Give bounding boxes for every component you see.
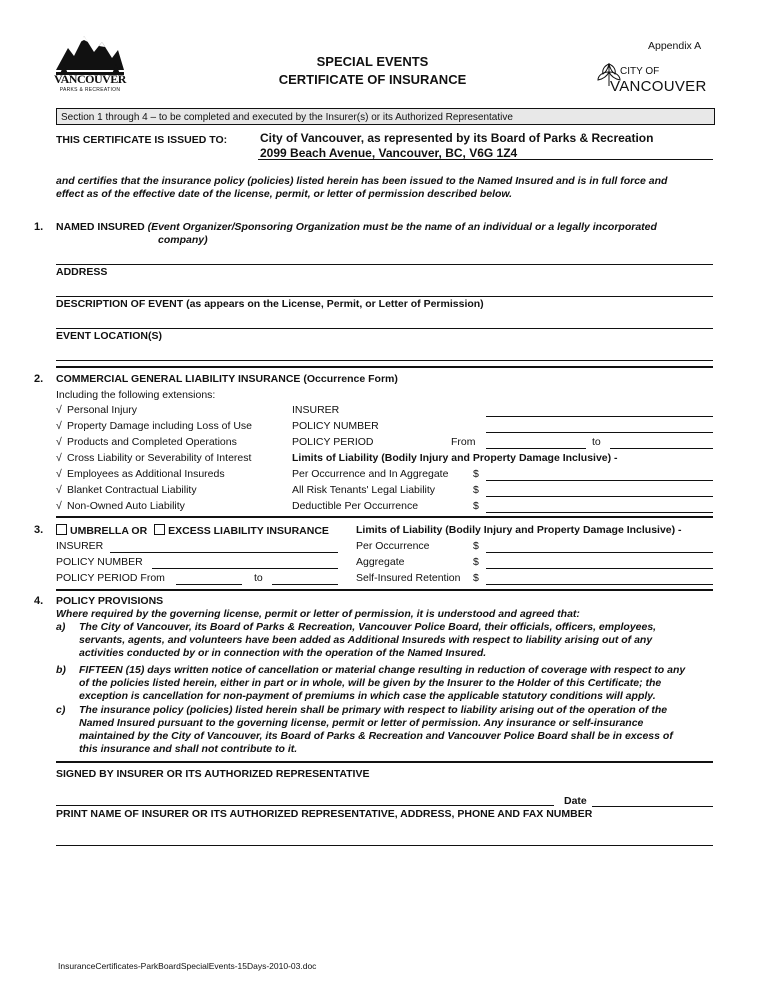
extension-item xyxy=(56,484,197,496)
section-4-number: 4. xyxy=(34,595,44,607)
cgl-to-label: to xyxy=(592,436,601,448)
named-insured-field[interactable] xyxy=(56,264,713,265)
print-name-label: PRINT NAME OF INSURER OR ITS AUTHORIZED REPRESENTATIVE, ADDRESS, PHONE AND FAX NUMBER xyxy=(56,808,593,820)
section-2-number: 2. xyxy=(34,373,44,385)
extension-label: Blanket Contractual Liability xyxy=(67,484,197,496)
policy-provisions-title: POLICY PROVISIONS xyxy=(56,595,164,607)
appendix-label: Appendix A xyxy=(648,40,702,52)
umbrella-per-occurrence-dollar: $ xyxy=(473,540,479,552)
umbrella-row xyxy=(56,524,329,537)
cgl-per-occurrence-label: Per Occurrence and In Aggregate xyxy=(292,468,449,480)
park-board-logo xyxy=(54,30,126,98)
provision-line: maintained by the City of Vancouver, its Board of Parks & Recreation and Vancouver Police Board shall be in excess of xyxy=(79,730,673,742)
cgl-limits-label: Limits of Liability (Bodily Injury and Property Damage Inclusive) - xyxy=(292,452,618,464)
cgl-tenants-dollar: $ xyxy=(473,484,479,496)
provision-line: activities conducted by or in connection with the operation of the Named Insured. xyxy=(79,647,487,659)
event-location-label: EVENT LOCATION(S) xyxy=(56,330,162,342)
policy-provisions-intro: Where required by the governing license, permit or letter of permission, it is understood and agreed that: xyxy=(56,608,580,620)
description-label: DESCRIPTION OF EVENT (as appears on the License, Permit, or Letter of Permission) xyxy=(56,298,484,310)
checkmark-icon: √ xyxy=(56,404,62,416)
issued-to-underline xyxy=(258,159,713,160)
park-board-logo-text: VANCOUVER xyxy=(54,72,126,86)
umbrella-label: UMBRELLA OR xyxy=(70,525,148,537)
cgl-tenants-label: All Risk Tenants' Legal Liability xyxy=(292,484,436,496)
section-divider-2 xyxy=(56,366,713,368)
section-divider-4 xyxy=(56,589,713,591)
umbrella-aggregate-dollar: $ xyxy=(473,556,479,568)
city-logo-small-text: CITY OF xyxy=(620,66,660,77)
cgl-tenants-field[interactable] xyxy=(486,496,713,497)
umbrella-aggregate-field[interactable] xyxy=(486,568,713,569)
excess-checkbox[interactable] xyxy=(154,524,165,535)
provision-line: The City of Vancouver, its Board of Parks & Recreation, Vancouver Police Board, their officials, officers, employees, xyxy=(79,621,657,633)
extension-label: Cross Liability or Severability of Interest xyxy=(67,452,252,464)
description-field[interactable] xyxy=(56,328,713,329)
umbrella-self-insured-label: Self-Insured Retention xyxy=(356,572,461,584)
checkmark-icon: √ xyxy=(56,500,62,512)
provision-line: Named Insured pursuant to the governing license, permit or letter of permission. Any insurance or self-insurance xyxy=(79,717,644,729)
cgl-policy-number-field[interactable] xyxy=(486,432,713,433)
section-1-number: 1. xyxy=(34,221,44,233)
extension-item xyxy=(56,404,137,416)
provision-line: of the policies listed herein, either in part or in whole, will be given by the Insurer to the Holder of this Certificate; the xyxy=(79,677,662,689)
footer-filename: InsuranceCertificates-ParkBoardSpecialEvents-15Days-2010-03.doc xyxy=(58,961,317,971)
certifies-line-2: effect as of the effective date of the license, permit, or letter of permission described below. xyxy=(56,188,513,200)
event-location-field[interactable] xyxy=(56,360,713,361)
named-insured-label: NAMED INSURED xyxy=(56,221,145,233)
cgl-per-occurrence-dollar: $ xyxy=(473,468,479,480)
umbrella-aggregate-label: Aggregate xyxy=(356,556,405,568)
provision-line: FIFTEEN (15) days written notice of cancellation or material change resulting in reduction of coverage with respect to any xyxy=(79,664,686,676)
extension-item xyxy=(56,420,252,432)
umbrella-checkbox[interactable] xyxy=(56,524,67,535)
extension-label: Property Damage including Loss of Use xyxy=(67,420,253,432)
cgl-title: COMMERCIAL GENERAL LIABILITY INSURANCE (Occurrence Form) xyxy=(56,373,398,385)
cgl-insurer-field[interactable] xyxy=(486,416,713,417)
issued-to-line-2: 2099 Beach Avenue, Vancouver, BC, V6G 1Z4 xyxy=(260,146,518,160)
cgl-deductible-label: Deductible Per Occurrence xyxy=(292,500,419,512)
cgl-policy-number-label: POLICY NUMBER xyxy=(292,420,379,432)
section-divider-3 xyxy=(56,516,713,518)
extension-item xyxy=(56,452,251,464)
cgl-from-field[interactable] xyxy=(486,448,586,449)
umbrella-policy-number-label: POLICY NUMBER xyxy=(56,556,143,568)
umbrella-to-field[interactable] xyxy=(272,584,338,585)
print-name-field[interactable] xyxy=(56,845,713,846)
named-insured-note: (Event Organizer/Sponsoring Organization must be the name of an individual or a legally incorporated xyxy=(147,221,657,233)
umbrella-self-insured-field[interactable] xyxy=(486,584,713,585)
umbrella-insurer-field[interactable] xyxy=(110,552,338,553)
date-label: Date xyxy=(564,795,587,807)
signature-field[interactable] xyxy=(56,805,554,806)
extension-label: Non-Owned Auto Liability xyxy=(67,500,185,512)
extensions-intro: Including the following extensions: xyxy=(56,389,216,401)
umbrella-per-occurrence-label: Per Occurrence xyxy=(356,540,430,552)
checkmark-icon: √ xyxy=(56,452,62,464)
address-field[interactable] xyxy=(56,296,713,297)
section-divider-5 xyxy=(56,761,713,763)
excess-label: EXCESS LIABILITY INSURANCE xyxy=(168,525,329,537)
provision-c-label: c) xyxy=(56,704,66,716)
address-label: ADDRESS xyxy=(56,266,108,278)
extension-label: Personal Injury xyxy=(67,404,138,416)
umbrella-to-label: to xyxy=(254,572,263,584)
umbrella-insurer-label: INSURER xyxy=(56,540,104,552)
umbrella-limits-label: Limits of Liability (Bodily Injury and Property Damage Inclusive) - xyxy=(356,524,682,536)
park-board-logo-subtext: PARKS & RECREATION xyxy=(59,87,121,93)
city-logo xyxy=(596,56,711,100)
provision-a-label: a) xyxy=(56,621,66,633)
city-logo-big-text: VANCOUVER xyxy=(610,78,707,95)
umbrella-from-field[interactable] xyxy=(176,584,242,585)
cgl-deductible-dollar: $ xyxy=(473,500,479,512)
section-note-box xyxy=(56,108,715,125)
extension-item xyxy=(56,468,225,480)
cgl-per-occurrence-field[interactable] xyxy=(486,480,713,481)
certifies-line-1: and certifies that the insurance policy (policies) listed herein has been issued to the Named Insured and is in full force and xyxy=(56,175,668,187)
umbrella-policy-number-field[interactable] xyxy=(152,568,338,569)
provision-line: exception is cancellation for non-payment of premiums in which case the applicable statutory conditions will apply. xyxy=(79,690,656,702)
named-insured-note-2: company) xyxy=(158,234,208,246)
cgl-from-label: From xyxy=(451,436,476,448)
umbrella-policy-period-label: POLICY PERIOD From xyxy=(56,572,165,584)
named-insured-heading xyxy=(56,221,657,233)
checkmark-icon: √ xyxy=(56,468,62,480)
issued-to-line-1: City of Vancouver, as represented by its Board of Parks & Recreation xyxy=(260,131,654,145)
provision-line: this insurance and shall not contribute to it. xyxy=(79,743,298,755)
title-line-2: CERTIFICATE OF INSURANCE xyxy=(278,72,467,87)
umbrella-per-occurrence-field[interactable] xyxy=(486,552,713,553)
extension-label: Employees as Additional Insureds xyxy=(67,468,225,480)
checkmark-icon: √ xyxy=(56,420,62,432)
checkmark-icon: √ xyxy=(56,436,62,448)
date-field[interactable] xyxy=(592,806,713,807)
cgl-deductible-field[interactable] xyxy=(486,512,713,513)
cgl-to-field[interactable] xyxy=(610,448,713,449)
extension-item xyxy=(56,500,185,512)
section-3-number: 3. xyxy=(34,524,44,536)
provision-line: servants, agents, and volunteers have been added as Additional Insureds with respect to liability arising out of any xyxy=(79,634,653,646)
checkmark-icon: √ xyxy=(56,484,62,496)
umbrella-self-insured-dollar: $ xyxy=(473,572,479,584)
cgl-policy-period-label: POLICY PERIOD xyxy=(292,436,374,448)
signed-by-label: SIGNED BY INSURER OR ITS AUTHORIZED REPRESENTATIVE xyxy=(56,768,370,780)
extension-label: Products and Completed Operations xyxy=(67,436,237,448)
cgl-insurer-label: INSURER xyxy=(292,404,340,416)
issued-to-label: THIS CERTIFICATE IS ISSUED TO: xyxy=(56,134,228,146)
provision-b-label: b) xyxy=(56,664,66,676)
extension-item xyxy=(56,436,237,448)
title-line-1: SPECIAL EVENTS xyxy=(316,54,429,69)
provision-line: The insurance policy (policies) listed herein shall be primary with respect to liability arising out of the operation of the xyxy=(79,704,668,716)
section-note-text: Section 1 through 4 – to be completed and executed by the Insurer(s) or its Authorized Representative xyxy=(61,112,513,123)
